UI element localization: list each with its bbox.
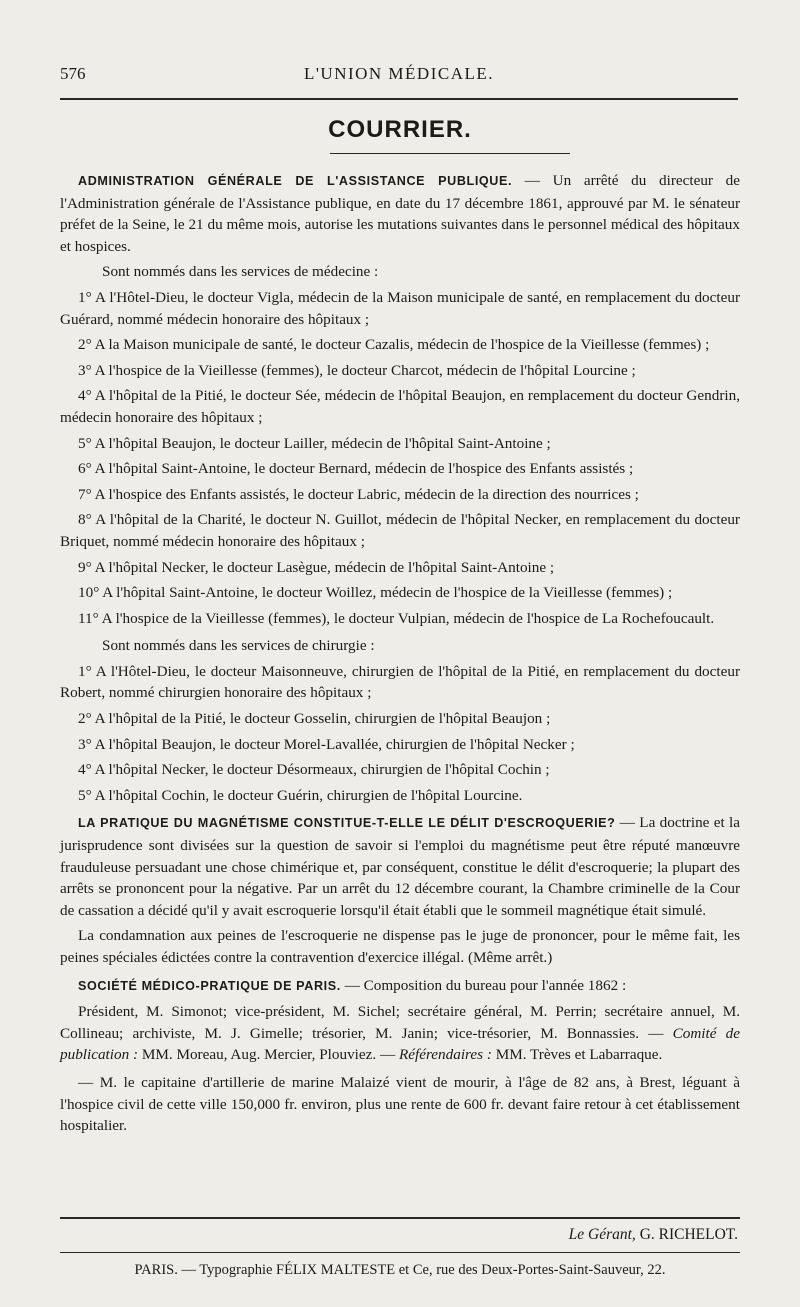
medecine-list (60, 287, 740, 629)
chirurgie-item: 2° A l'hôpital de la Pitié, le docteur Gosselin, chirurgien de l'hôpital Beaujon ; (78, 710, 551, 728)
medecine-item: 7° A l'hospice des Enfants assistés, le docteur Labric, médecin de la direction des nourrices ; (78, 485, 639, 503)
societe-text-b: MM. Moreau, Aug. Mercier, Plouviez. — (138, 1046, 399, 1064)
medecine-item: 10° A l'hôpital Saint-Antoine, le docteur Woillez, médecin de l'hospice de la Vieillesse (femmes) ; (78, 584, 673, 602)
header-rule (60, 98, 738, 100)
comite-label: Comité de publication : (60, 1024, 740, 1064)
magnetisme-body: — La doctrine et la jurisprudence sont divisées sur la question de savoir si l'emploi du magnétisme peut être réputé manœuvre frauduleuse persuadant une chose chimérique et, par conséquent, constitue le délit d'escroquerie; la plupart des arrêts se prononcent pour la négative. Par un arrêt du 12 décembre courant, la Chambre criminelle de la Cour de cassation a décidé qu'il y avait escroquerie lorsqu'il était établi que le sommeil magnétique était simulé. (60, 814, 740, 919)
admin-heading: ADMINISTRATION GÉNÉRALE DE L'ASSISTANCE PUBLIQUE. (78, 174, 513, 188)
medecine-intro: Sont nommés dans les services de médecine : (102, 263, 379, 281)
signature-label: Le Gérant, (568, 1226, 636, 1243)
signature-name: G. RICHELOT. (639, 1226, 738, 1243)
medecine-item: 2° A la Maison municipale de santé, le docteur Cazalis, médecin de l'hospice de la Vieillesse (femmes) ; (78, 336, 710, 354)
medecine-item: 11° A l'hospice de la Vieillesse (femmes), le docteur Vulpian, médecin de l'hospice de La Rochefoucault. (78, 609, 715, 627)
title-rule (330, 153, 570, 154)
medecine-item: 3° A l'hospice de la Vieillesse (femmes), le docteur Charcot, médecin de l'hôpital Lourcine ; (78, 361, 636, 379)
chirurgie-item: 4° A l'hôpital Necker, le docteur Désormeaux, chirurgien de l'hôpital Cochin ; (78, 761, 550, 779)
article-body (60, 170, 740, 1141)
societe-bureau (60, 1001, 740, 1066)
page-header (60, 60, 738, 100)
medecine-item: 4° A l'hôpital de la Pitié, le docteur Sée, médecin de l'hôpital Beaujon, en remplacement du docteur Gendrin, médecin honoraire des hôpitaux ; (60, 387, 740, 426)
admin-intro: — Un arrêté du directeur de l'Administration générale de l'Assistance publique, en date du 17 décembre 1861, approuvé par M. le sénateur préfet de la Seine, le 21 du même mois, autorise les mutations suivantes dans le personnel médical des hôpitaux et hospices. (60, 172, 740, 255)
section-title: COURRIER. (328, 116, 472, 143)
malaize-paragraph: — M. le capitaine d'artillerie de marine Malaizé vient de mourir, à l'âge de 82 ans, à Brest, léguant à l'hospice civil de cette ville 150,000 fr. environ, plus une rente de 600 fr. devant faire retour à cet établissement hospitalier. (60, 1073, 740, 1135)
medecine-item: 1° A l'Hôtel-Dieu, le docteur Vigla, médecin de la Maison municipale de santé, en remplacement du docteur Guérard, nommé médecin honoraire des hôpitaux ; (60, 288, 740, 328)
magnetisme-paragraph (60, 812, 740, 921)
medecine-item: 5° A l'hôpital Beaujon, le docteur Lailler, médecin de l'hôpital Saint-Antoine ; (78, 434, 551, 452)
page-number: 576 (60, 64, 86, 83)
medecine-item: 8° A l'hôpital de la Charité, le docteur N. Guillot, médecin de l'hôpital Necker, en remplacement du docteur Briquet, nommé médecin honoraire des hôpitaux ; (60, 511, 740, 550)
medecine-item: 9° A l'hôpital Necker, le docteur Lasègue, médecin de l'hôpital Saint-Antoine ; (78, 558, 555, 576)
magnetisme-paragraph-2: La condamnation aux peines de l'escroquerie ne dispense pas le juge de prononcer, pour le même fait, les peines spéciales édictées contre la contravention d'exercice illégal. (Même arrêt.) (60, 927, 740, 966)
footer-rule (60, 1217, 740, 1219)
chirurgie-item: 3° A l'hôpital Beaujon, le docteur Morel-Lavallée, chirurgien de l'hôpital Necker ; (78, 735, 575, 753)
societe-heading-paragraph (60, 975, 740, 998)
medecine-item: 6° A l'hôpital Saint-Antoine, le docteur Bernard, médecin de l'hospice des Enfants assistés ; (78, 460, 634, 478)
societe-text-c: MM. Trèves et Labarraque. (491, 1046, 663, 1064)
chirurgie-list (60, 661, 740, 807)
chirurgie-item: 5° A l'hôpital Cochin, le docteur Guérin, chirurgien de l'hôpital Lourcine. (78, 786, 523, 804)
imprint-rule (60, 1252, 740, 1253)
societe-heading: SOCIÉTÉ MÉDICO-PRATIQUE DE PARIS. (78, 978, 341, 993)
journal-title: L'UNION MÉDICALE. (303, 64, 495, 83)
imprint-line: PARIS. — Typographie FÉLIX MALTESTE et Ce, rue des Deux-Portes-Saint-Sauveur, 22. (134, 1262, 666, 1278)
magnetisme-heading: LA PRATIQUE DU MAGNÉTISME CONSTITUE-T-ELLE LE DÉLIT D'ESCROQUERIE? (78, 816, 616, 831)
chirurgie-item: 1° A l'Hôtel-Dieu, le docteur Maisonneuve, chirurgien de l'hôpital de la Pitié, en remplacement du docteur Robert, nommé chirurgien honoraire des hôpitaux ; (60, 662, 740, 702)
signature (569, 1226, 738, 1244)
societe-text-a: Président, M. Simonot; vice-président, M. Sichel; secrétaire général, M. Perrin; secrétaire annuel, M. Collineau; archiviste, M. J. Gimelle; trésorier, M. Janin; vice-trésorier, M. Bonnassies. — (60, 1003, 740, 1042)
societe-intro: — Composition du bureau pour l'année 1862 : (340, 976, 627, 994)
admin-paragraph (60, 170, 740, 257)
referendaires-label: Référendaires : (398, 1046, 492, 1064)
chirurgie-intro: Sont nommés dans les services de chirurgie : (102, 637, 375, 655)
